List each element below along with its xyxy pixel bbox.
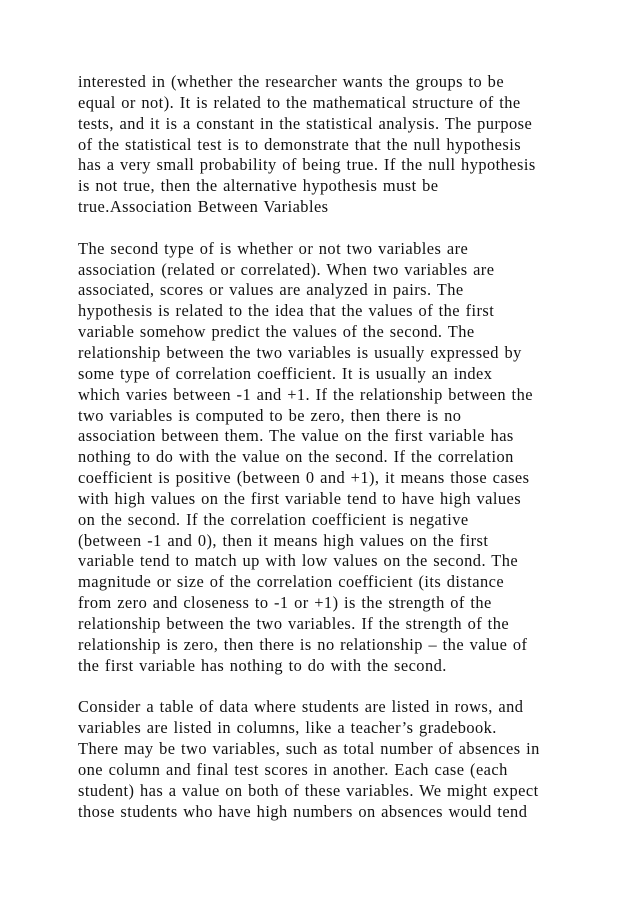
paragraph-3 bbox=[78, 697, 578, 822]
text-line: the first variable has nothing to do with the second. bbox=[78, 655, 447, 675]
text-line: of the statistical test is to demonstrate that the null hypothesis bbox=[78, 134, 522, 154]
text-line: student) has a value on both of these variables. We might expect bbox=[78, 780, 539, 800]
text-line: association (related or correlated). When two variables are bbox=[78, 259, 495, 279]
text-line: one column and final test scores in another. Each case (each bbox=[78, 759, 508, 779]
text-line: hypothesis is related to the idea that the values of the first bbox=[78, 301, 495, 321]
text-line: on the second. If the correlation coefficient is negative bbox=[78, 509, 469, 529]
text-line: equal or not). It is related to the mathematical structure of the bbox=[78, 92, 521, 112]
text-line: association between them. The value on the first variable has bbox=[78, 426, 514, 446]
text-line: associated, scores or values are analyzed in pairs. The bbox=[78, 280, 464, 300]
paragraph-2 bbox=[78, 239, 578, 677]
text-line: two variables is computed to be zero, then there is no bbox=[78, 405, 462, 425]
text-line: relationship between the two variables. If the strength of the bbox=[78, 613, 510, 633]
paragraph-gap bbox=[78, 218, 578, 239]
paragraph-1 bbox=[78, 72, 578, 218]
text-line: variables are listed in columns, like a teacher’s gradebook. bbox=[78, 718, 497, 738]
paragraph-gap bbox=[78, 676, 578, 697]
text-line: Consider a table of data where students are listed in rows, and bbox=[78, 697, 524, 717]
text-line: nothing to do with the value on the second. If the correlation bbox=[78, 447, 514, 467]
text-line: interested in (whether the researcher wants the groups to be bbox=[78, 72, 505, 91]
text-line: those students who have high numbers on absences would tend bbox=[78, 801, 528, 821]
text-line: with high values on the first variable tend to have high values bbox=[78, 488, 522, 508]
text-line: relationship between the two variables is usually expressed by bbox=[78, 342, 522, 362]
text-line: coefficient is positive (between 0 and +1), it means those cases bbox=[78, 468, 530, 488]
text-line: some type of correlation coefficient. It is usually an index bbox=[78, 363, 493, 383]
text-line: relationship is zero, then there is no relationship – the value of bbox=[78, 634, 528, 654]
text-line: magnitude or size of the correlation coefficient (its distance bbox=[78, 572, 505, 592]
text-line: variable somehow predict the values of the second. The bbox=[78, 322, 475, 342]
text-line: variable tend to match up with low values on the second. The bbox=[78, 551, 519, 571]
text-line: true.Association Between Variables bbox=[78, 197, 329, 217]
body-text bbox=[78, 72, 578, 822]
text-line: There may be two variables, such as total number of absences in bbox=[78, 739, 540, 758]
text-line: from zero and closeness to -1 or +1) is the strength of the bbox=[78, 593, 492, 613]
text-line: The second type of is whether or not two variables are bbox=[78, 238, 469, 258]
text-line: tests, and it is a constant in the statistical analysis. The purpose bbox=[78, 113, 533, 133]
text-line: (between -1 and 0), then it means high values on the first bbox=[78, 530, 489, 550]
text-line: is not true, then the alternative hypothesis must be bbox=[78, 176, 439, 196]
text-line: has a very small probability of being true. If the null hypothesis bbox=[78, 155, 536, 175]
text-line: which varies between -1 and +1. If the relationship between the bbox=[78, 384, 533, 404]
